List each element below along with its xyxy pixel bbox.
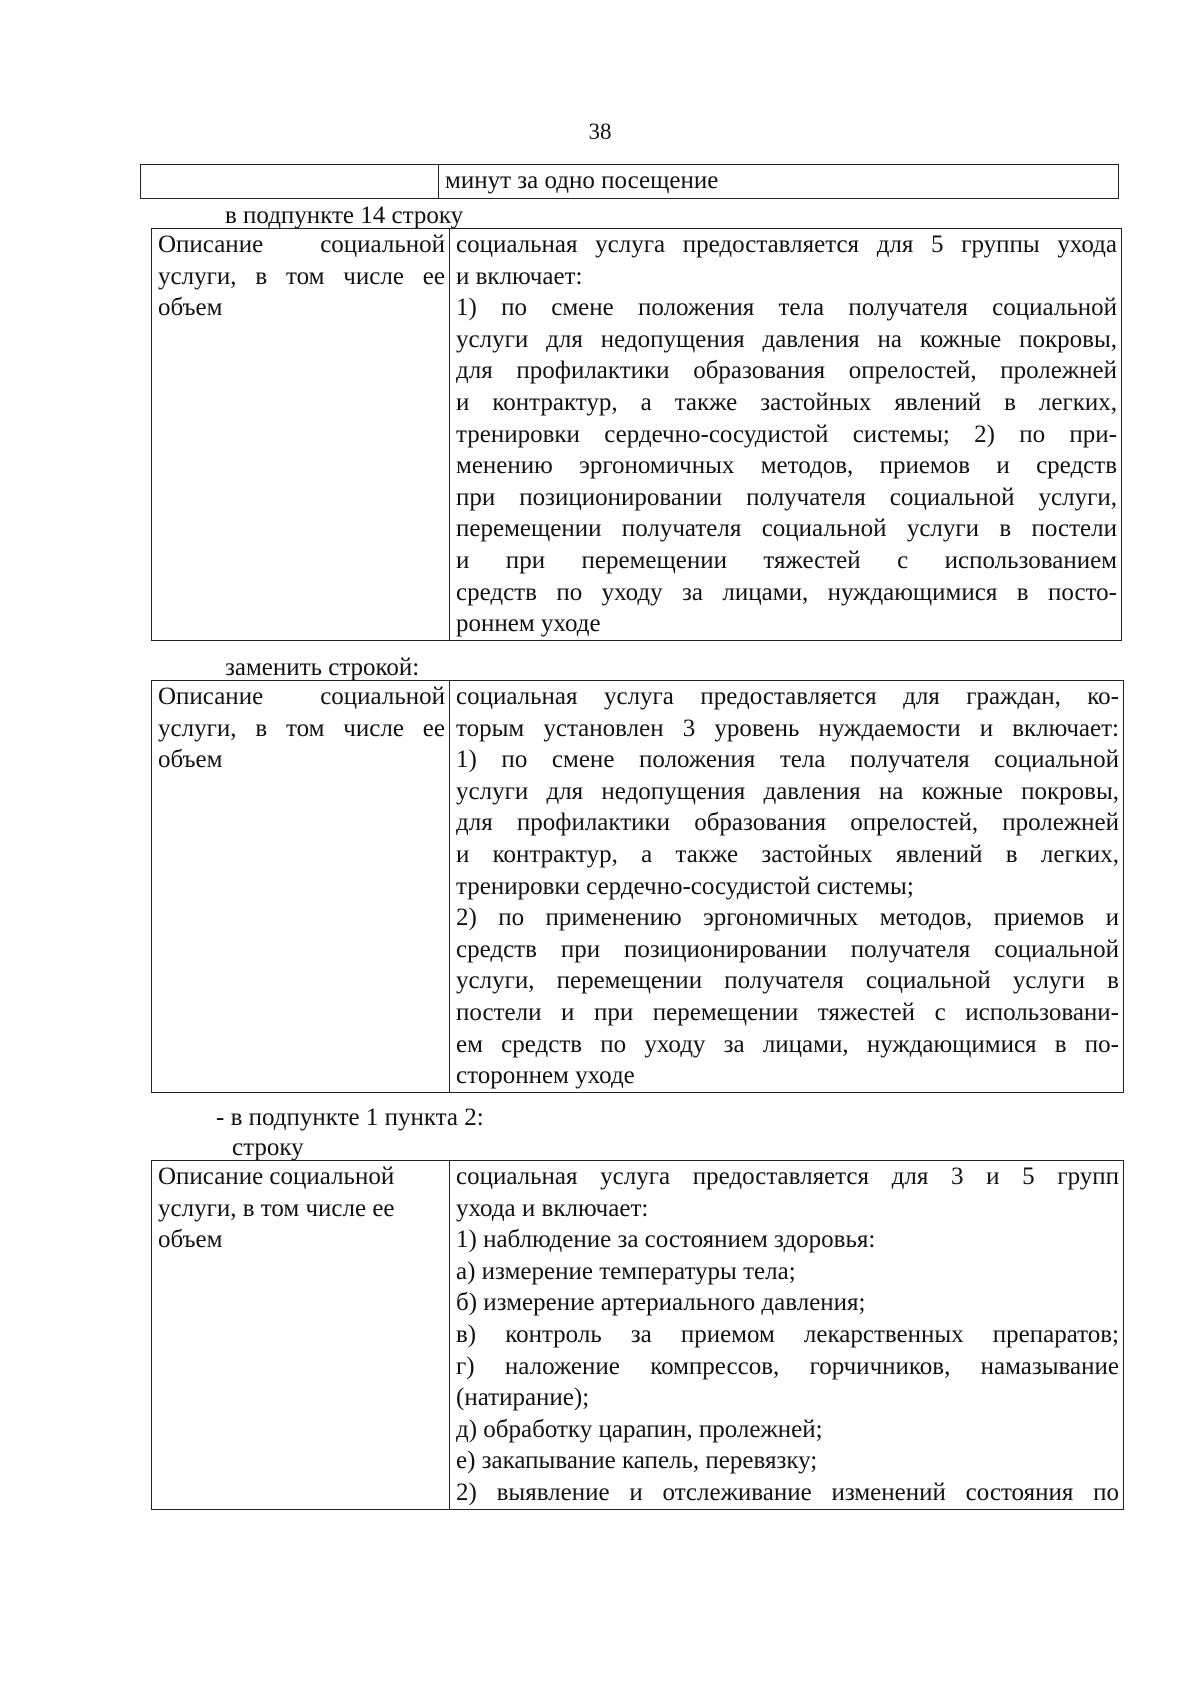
table-continuation — [140, 164, 1119, 199]
text-line: перемещении получателя социальной услуги в постели — [456, 515, 1117, 543]
text-line: и контрактур, а также застойных явлений в легких, — [456, 840, 1119, 868]
text-line: объем — [158, 746, 223, 774]
text-line: Описание социальной — [158, 683, 445, 710]
text-line: торым установлен 3 уровень нуждаемости и включает: — [456, 714, 1119, 742]
paragraph-in-subitem-14: в подпункте 14 строку — [225, 202, 464, 229]
text-line: б) измерение артериального давления; — [456, 1289, 866, 1317]
table-cell-right — [450, 1161, 1124, 1510]
text-line: при позиционировании получателя социальной услуги, — [456, 483, 1117, 511]
text-line: услуги для недопущения давления на кожные покровы, — [456, 777, 1119, 805]
text-line: 1) по смене положения тела получателя социальной — [456, 294, 1117, 322]
text-line: тренировки сердечно-сосудистой системы; — [456, 872, 914, 900]
text-line: е) закапывание капель, перевязку; — [456, 1447, 818, 1475]
text-line: услуги, в том числе ее — [158, 714, 445, 742]
text-line: д) обработку царапин, пролежней; — [456, 1415, 823, 1443]
text-line: а) измерение температуры тела; — [456, 1257, 796, 1285]
text-line: объем — [158, 1226, 223, 1254]
text-line: средств по уходу за лицами, нуждающимися в посто- — [456, 578, 1117, 606]
text-line: ем средств по уходу за лицами, нуждающимися в по- — [456, 1030, 1119, 1058]
text-line: социальная услуга предоставляется для 5 группы ухода — [456, 231, 1117, 258]
text-line: социальная услуга предоставляется для 3 и 5 групп — [456, 1163, 1119, 1190]
text-line: ухода и включает: — [456, 1194, 649, 1222]
table-row — [152, 681, 1124, 1093]
text-line: в) контроль за приемом лекарственных препаратов; — [456, 1320, 1119, 1348]
table-cell-left — [141, 165, 439, 199]
table-cell-left — [152, 229, 450, 641]
table-row — [152, 229, 1122, 641]
table-cell-right: минут за одно посещение — [439, 165, 1119, 199]
text-line: услуги, в том числе ее — [158, 1194, 395, 1222]
table-old-row-14 — [151, 228, 1122, 641]
table-row — [152, 1161, 1124, 1510]
table-cell-left — [152, 681, 450, 1093]
text-line: тренировки сердечно-сосудистой системы; 2) по при- — [456, 420, 1117, 448]
text-line: средств при позиционировании получателя социальной — [456, 935, 1119, 963]
text-line: 2) выявление и отслеживание изменений состояния по — [456, 1478, 1119, 1506]
table-cell-right — [450, 229, 1122, 641]
paragraph-row: строку — [232, 1134, 304, 1161]
table-row — [141, 165, 1119, 199]
text-line: (натирание); — [456, 1384, 590, 1412]
text-line: Описание социальной — [158, 1163, 395, 1190]
text-line: постели и при перемещении тяжестей с использовани- — [456, 998, 1119, 1026]
text-line: услуги, перемещении получателя социальной услуги в — [456, 967, 1119, 995]
text-line: услуги, в том числе ее — [158, 262, 445, 290]
table-old-row-item-2 — [151, 1160, 1124, 1510]
text-line: услуги для недопущения давления на кожные покровы, — [456, 325, 1117, 353]
text-line: и контрактур, а также застойных явлений в легких, — [456, 388, 1117, 416]
text-line: для профилактики образования опрелостей, пролежней — [456, 809, 1119, 837]
text-line: менению эргономичных методов, приемов и средств — [456, 452, 1117, 480]
table-cell-right — [450, 681, 1124, 1093]
text-line: социальная услуга предоставляется для граждан, ко- — [456, 683, 1119, 710]
page-number: 38 — [588, 119, 612, 144]
text-line: Описание социальной — [158, 231, 445, 258]
text-line: стороннем уходе — [456, 1062, 635, 1090]
text-line: и включает: — [456, 262, 583, 290]
text-line: и при перемещении тяжестей с использованием — [456, 546, 1117, 574]
text-line: г) наложение компрессов, горчичников, намазывание — [456, 1352, 1119, 1380]
paragraph-in-subitem-1-item-2: - в подпункте 1 пункта 2: — [216, 1104, 484, 1131]
text-line: для профилактики образования опрелостей, пролежней — [456, 357, 1117, 385]
text-line: роннем уходе — [456, 610, 601, 638]
table-cell-left — [152, 1161, 450, 1510]
text-line: объем — [158, 294, 223, 322]
text-line: 1) наблюдение за состоянием здоровья: — [456, 1226, 876, 1254]
text-line: 1) по смене положения тела получателя социальной — [456, 746, 1119, 774]
text-line: 2) по применению эргономичных методов, приемов и — [456, 904, 1119, 932]
paragraph-replace-with: заменить строкой: — [225, 654, 420, 681]
table-new-row-14 — [151, 680, 1124, 1093]
